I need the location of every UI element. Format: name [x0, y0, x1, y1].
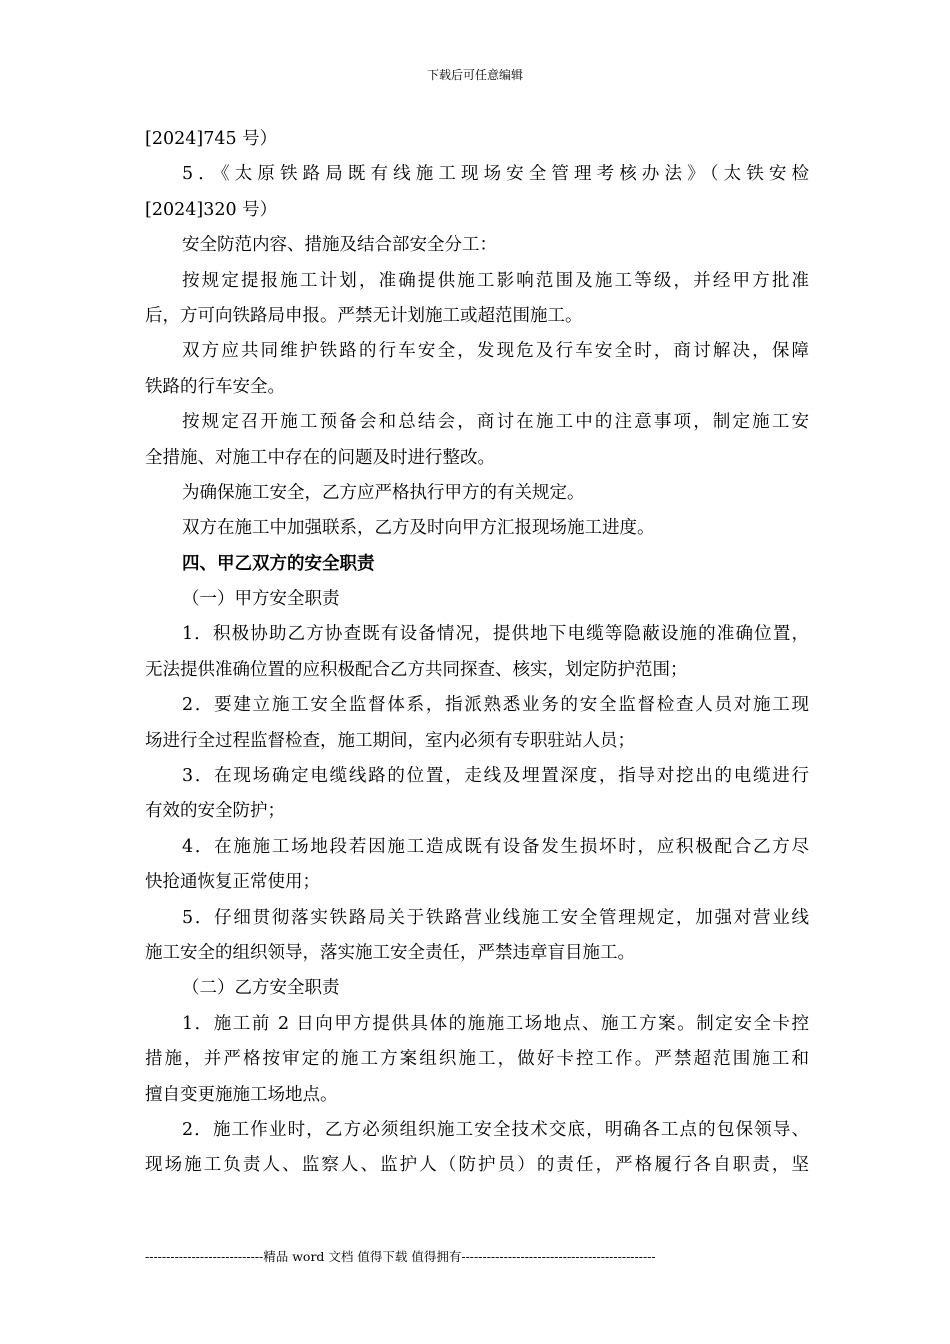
document-body	[145, 122, 809, 1184]
text-line: 全措施、对施工中存在的问题及时进行整改。	[145, 447, 495, 468]
text-line: 4．在施施工场地段若因施工造成既有设备发生损坏时，应积极配合乙方尽	[182, 836, 809, 857]
text-line: 1．施工前 2 日向甲方提供具体的施施工场地点、施工方案。制定安全卡控	[182, 1013, 809, 1034]
text-line: 1．积极协助乙方协查既有设备情况，提供地下电缆等隐蔽设施的准确位置，	[182, 624, 809, 645]
text-line: 安全防范内容、措施及结合部安全分工：	[182, 235, 497, 256]
page-header: 下载后可任意编辑	[426, 68, 523, 82]
text-line: 有效的安全防护；	[145, 801, 285, 822]
text-line: 现场施工负责人、监察人、监护人（防护员）的责任，严格履行各自职责，坚	[145, 1155, 809, 1176]
text-line: 5．《太原铁路局既有线施工现场安全管理考核办法》（太铁安检	[182, 164, 809, 185]
text-line: 铁路的行车安全。	[145, 376, 285, 397]
text-line: 按规定提报施工计划，准确提供施工影响范围及施工等级，并经甲方批准	[182, 270, 809, 291]
text-line: 双方应共同维护铁路的行车安全，发现危及行车安全时，商讨解决，保障	[182, 341, 809, 362]
text-line: 双方在施工中加强联系，乙方及时向甲方汇报现场施工进度。	[182, 518, 655, 539]
text-line: （一）甲方安全职责	[182, 589, 340, 610]
text-line: 快抢通恢复正常使用；	[145, 872, 320, 893]
text-line: 施工安全的组织领导，落实施工安全责任，严禁违章盲目施工。	[145, 942, 635, 963]
text-line: 5．仔细贯彻落实铁路局关于铁路营业线施工安全管理规定，加强对营业线	[182, 907, 809, 928]
text-line: 为确保施工安全，乙方应严格执行甲方的有关规定。	[182, 482, 585, 503]
text-line: 2．要建立施工安全监督体系，指派熟悉业务的安全监督检查人员对施工现	[182, 695, 809, 716]
text-line: 3．在现场确定电缆线路的位置，走线及埋置深度，指导对挖出的电缆进行	[182, 766, 809, 787]
text-line: 后，方可向铁路局申报。严禁无计划施工或超范围施工。	[145, 305, 583, 326]
page-footer: ----------------------------精品 word 文档 值得下载 值得拥有----------------------------------------------	[145, 1249, 656, 1264]
text-line: 按规定召开施工预备会和总结会，商讨在施工中的注意事项，制定施工安	[182, 412, 809, 433]
text-line: [2024]745 号）	[145, 129, 278, 149]
text-line: 2．施工作业时，乙方必须组织施工安全技术交底，明确各工点的包保领导、	[182, 1119, 809, 1140]
text-line: 擅自变更施施工场地点。	[145, 1084, 338, 1105]
section-heading: 四、甲乙双方的安全职责	[182, 553, 375, 574]
text-line: 措施，并严格按审定的施工方案组织施工，做好卡控工作。严禁超范围施工和	[145, 1049, 809, 1070]
text-line: 无法提供准确位置的应积极配合乙方共同探查、核实，划定防护范围；	[145, 659, 688, 680]
text-line: [2024]320 号）	[145, 199, 278, 220]
text-line: 场进行全过程监督检查，施工期间，室内必须有专职驻站人员；	[145, 730, 635, 751]
text-line: （二）乙方安全职责	[182, 978, 340, 999]
